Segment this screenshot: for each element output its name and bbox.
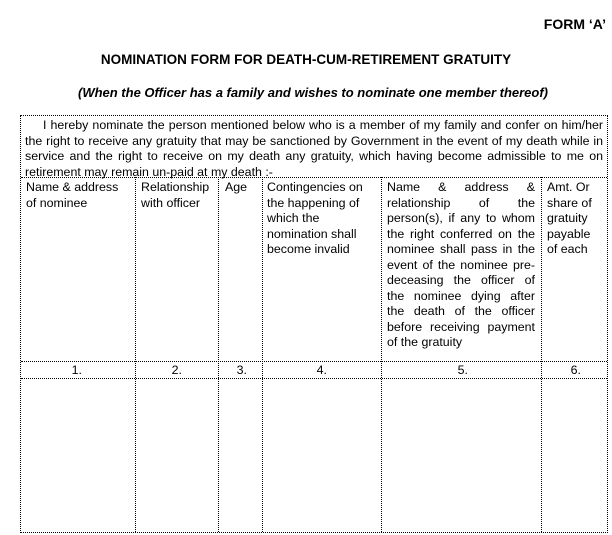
column-divider-5	[541, 177, 542, 532]
column-header-relationship: Relationship with officer	[141, 180, 210, 210]
column-number-6: 6.	[570, 363, 581, 377]
declaration-text: I hereby nominate the person mentioned below who is a member of my family and confer on him/her the right to receive any gratuity that may be sanctioned by Government in the event of my death while in service and the right to receive on my death any gratuity, which having become admissible to me on retirement may remain un-paid at my death :-	[25, 118, 603, 179]
column-divider-1	[135, 177, 136, 532]
column-number-1: 1.	[71, 363, 82, 377]
column-header-contingencies: Contingencies on the happening of which the nomination shall become invalid	[267, 180, 363, 256]
declaration-divider	[21, 177, 607, 178]
form-subtitle: (When the Officer has a family and wishes to nominate one member thereof)	[77, 85, 549, 100]
column-divider-4	[381, 177, 382, 532]
column-number-4: 4.	[316, 363, 327, 377]
nomination-table	[20, 115, 608, 533]
header-divider	[21, 361, 607, 362]
form-title: NOMINATION FORM FOR DEATH-CUM-RETIREMENT GRATUITY	[100, 52, 512, 67]
column-divider-3	[262, 177, 263, 532]
column-number-2: 2.	[171, 363, 182, 377]
column-header-age: Age	[225, 180, 248, 194]
column-number-3: 3.	[236, 363, 247, 377]
column-number-5: 5.	[457, 363, 468, 377]
form-label: FORM ‘A’	[543, 16, 606, 32]
column-header-alternate-nominee: Name & address & relationship of the person(s), if any to whom the right conferred on the nominee shall pass in the event of the nominee pre-deceasing the officer of the nominee dying after the death of the officer before receiving payment of the gratuity	[387, 180, 535, 349]
number-row-divider	[21, 378, 607, 379]
column-header-nominee: Name & address of nominee	[26, 180, 119, 210]
column-header-share: Amt. Or share of gratuity payable of each	[547, 180, 592, 256]
column-divider-2	[218, 177, 219, 532]
